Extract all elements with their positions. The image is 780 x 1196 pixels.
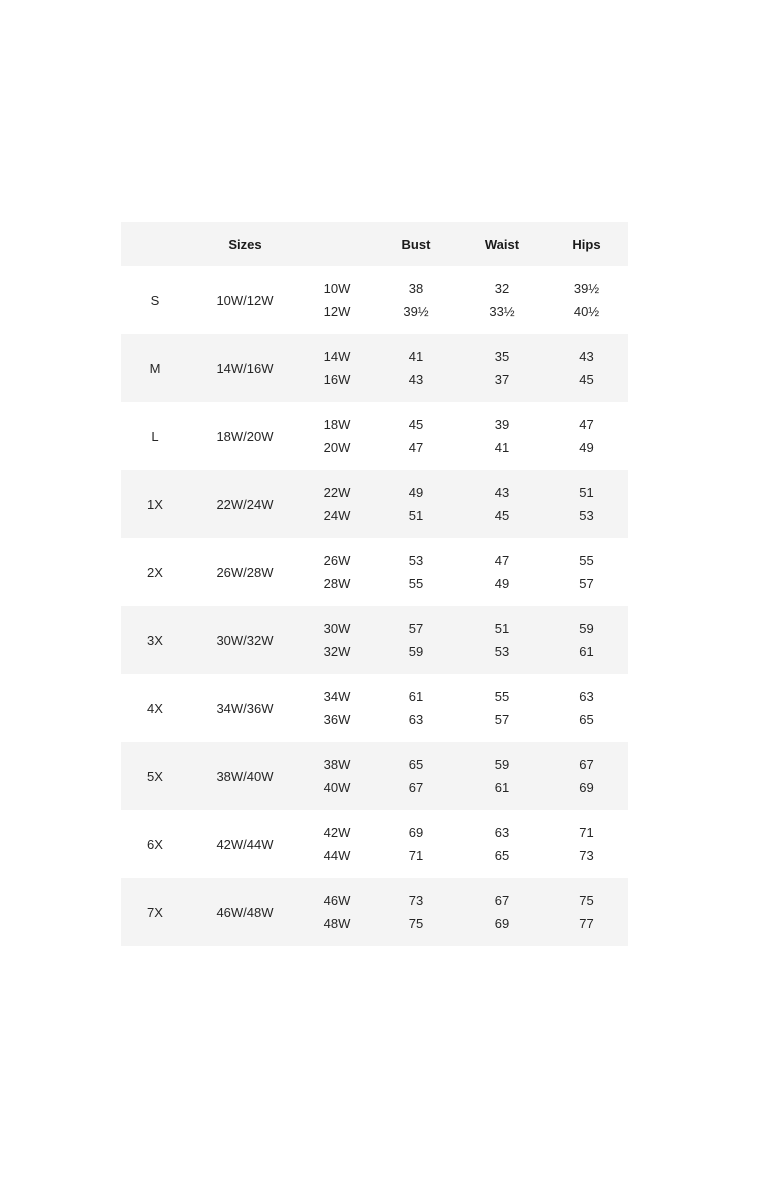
size-label: 7X [147, 904, 163, 920]
bust-cell [373, 417, 459, 455]
column-header-bust: Bust [401, 236, 431, 252]
hips-cell [545, 689, 628, 727]
cell-value: 65 [579, 712, 594, 727]
numeric-size-cell [301, 417, 373, 455]
cell-value: 57 [408, 621, 424, 636]
bust-cell [373, 825, 459, 863]
cell-value: 32W [323, 644, 351, 659]
cell-value: 43 [408, 372, 424, 387]
size-label: 1X [147, 496, 163, 512]
cell-value: 30W [323, 621, 351, 636]
cell-value: 71 [579, 825, 594, 840]
cell-value: 75 [408, 916, 424, 931]
cell-value: 73 [579, 848, 594, 863]
cell-value: 69 [408, 825, 424, 840]
numeric-size-cell [301, 621, 373, 659]
cell-value: 46W [323, 893, 351, 908]
size-range: 34W/36W [216, 700, 274, 716]
cell-value: 65 [408, 757, 424, 772]
cell-value: 53 [494, 644, 510, 659]
bust-cell [373, 553, 459, 591]
bust-cell [373, 757, 459, 795]
cell-value: 36W [323, 712, 351, 727]
cell-value: 37 [494, 372, 510, 387]
cell-value: 53 [408, 553, 424, 568]
cell-value: 42W [323, 825, 351, 840]
waist-cell [459, 553, 545, 591]
cell-value: 73 [408, 893, 424, 908]
cell-value: 41 [494, 440, 510, 455]
table-row [121, 334, 628, 402]
bust-cell [373, 281, 459, 319]
cell-value: 67 [408, 780, 424, 795]
cell-value: 10W [323, 281, 351, 296]
waist-cell [459, 281, 545, 319]
cell-value: 67 [494, 893, 510, 908]
cell-value: 55 [579, 553, 594, 568]
hips-cell [545, 621, 628, 659]
size-range: 38W/40W [216, 768, 274, 784]
cell-value: 16W [323, 372, 351, 387]
cell-value: 51 [579, 485, 594, 500]
table-row [121, 606, 628, 674]
hips-cell [545, 485, 628, 523]
cell-value: 59 [579, 621, 594, 636]
size-label: L [151, 428, 159, 444]
cell-value: 55 [408, 576, 424, 591]
waist-cell [459, 757, 545, 795]
size-chart-table [121, 222, 628, 946]
cell-value: 61 [408, 689, 424, 704]
cell-value: 49 [579, 440, 594, 455]
size-range: 10W/12W [216, 292, 274, 308]
cell-value: 47 [408, 440, 424, 455]
bust-cell [373, 689, 459, 727]
numeric-size-cell [301, 757, 373, 795]
cell-value: 24W [323, 508, 351, 523]
bust-cell [373, 893, 459, 931]
cell-value: 71 [408, 848, 424, 863]
bust-cell [373, 485, 459, 523]
cell-value: 28W [323, 576, 351, 591]
column-header-sizes: Sizes [228, 236, 262, 252]
cell-value: 47 [494, 553, 510, 568]
hips-cell [545, 281, 628, 319]
cell-value: 63 [408, 712, 424, 727]
numeric-size-cell [301, 281, 373, 319]
cell-value: 14W [323, 349, 351, 364]
cell-value: 61 [579, 644, 594, 659]
waist-cell [459, 485, 545, 523]
waist-cell [459, 689, 545, 727]
waist-cell [459, 825, 545, 863]
table-row [121, 538, 628, 606]
table-row [121, 742, 628, 810]
cell-value: 18W [323, 417, 351, 432]
cell-value: 63 [494, 825, 510, 840]
numeric-size-cell [301, 893, 373, 931]
cell-value: 12W [323, 304, 351, 319]
column-header-hips: Hips [572, 236, 601, 252]
cell-value: 49 [408, 485, 424, 500]
hips-cell [545, 893, 628, 931]
cell-value: 65 [494, 848, 510, 863]
hips-cell [545, 553, 628, 591]
cell-value: 43 [579, 349, 594, 364]
cell-value: 69 [579, 780, 594, 795]
cell-value: 57 [494, 712, 510, 727]
cell-value: 53 [579, 508, 594, 523]
cell-value: 59 [408, 644, 424, 659]
table-row [121, 470, 628, 538]
size-range: 46W/48W [216, 904, 274, 920]
cell-value: 20W [323, 440, 351, 455]
cell-value: 57 [579, 576, 594, 591]
bust-cell [373, 621, 459, 659]
cell-value: 40½ [573, 304, 600, 319]
numeric-size-cell [301, 689, 373, 727]
waist-cell [459, 417, 545, 455]
cell-value: 38W [323, 757, 351, 772]
cell-value: 44W [323, 848, 351, 863]
size-range: 14W/16W [216, 360, 274, 376]
cell-value: 63 [579, 689, 594, 704]
cell-value: 22W [323, 485, 351, 500]
numeric-size-cell [301, 349, 373, 387]
cell-value: 47 [579, 417, 594, 432]
table-row [121, 402, 628, 470]
cell-value: 51 [494, 621, 510, 636]
cell-value: 75 [579, 893, 594, 908]
cell-value: 40W [323, 780, 351, 795]
cell-value: 45 [408, 417, 424, 432]
bust-cell [373, 349, 459, 387]
cell-value: 39½ [573, 281, 600, 296]
size-label: M [149, 360, 161, 376]
cell-value: 59 [494, 757, 510, 772]
cell-value: 77 [579, 916, 594, 931]
size-label: 2X [147, 564, 163, 580]
table-header-row [121, 222, 628, 266]
size-label: 4X [147, 700, 163, 716]
cell-value: 33½ [489, 304, 515, 319]
cell-value: 48W [323, 916, 351, 931]
numeric-size-cell [301, 553, 373, 591]
table-row [121, 674, 628, 742]
cell-value: 45 [494, 508, 510, 523]
cell-value: 39½ [403, 304, 429, 319]
size-label: 3X [147, 632, 163, 648]
size-range: 26W/28W [216, 564, 274, 580]
size-range: 42W/44W [216, 836, 274, 852]
table-body [121, 266, 628, 946]
waist-cell [459, 621, 545, 659]
cell-value: 45 [579, 372, 594, 387]
cell-value: 41 [408, 349, 424, 364]
size-range: 22W/24W [216, 496, 274, 512]
cell-value: 35 [494, 349, 510, 364]
cell-value: 38 [408, 281, 424, 296]
cell-value: 69 [494, 916, 510, 931]
size-range: 30W/32W [216, 632, 274, 648]
size-range: 18W/20W [216, 428, 274, 444]
numeric-size-cell [301, 485, 373, 523]
cell-value: 67 [579, 757, 594, 772]
hips-cell [545, 349, 628, 387]
cell-value: 34W [323, 689, 351, 704]
column-header-waist: Waist [484, 236, 520, 252]
numeric-size-cell [301, 825, 373, 863]
table-row [121, 878, 628, 946]
cell-value: 49 [494, 576, 510, 591]
table-row [121, 266, 628, 334]
waist-cell [459, 349, 545, 387]
hips-cell [545, 757, 628, 795]
cell-value: 32 [494, 281, 510, 296]
waist-cell [459, 893, 545, 931]
hips-cell [545, 825, 628, 863]
size-label: 6X [147, 836, 163, 852]
size-label: 5X [147, 768, 163, 784]
cell-value: 26W [323, 553, 351, 568]
cell-value: 51 [408, 508, 424, 523]
cell-value: 39 [494, 417, 510, 432]
size-label: S [150, 292, 160, 308]
table-row [121, 810, 628, 878]
cell-value: 61 [494, 780, 510, 795]
cell-value: 43 [494, 485, 510, 500]
cell-value: 55 [494, 689, 510, 704]
hips-cell [545, 417, 628, 455]
